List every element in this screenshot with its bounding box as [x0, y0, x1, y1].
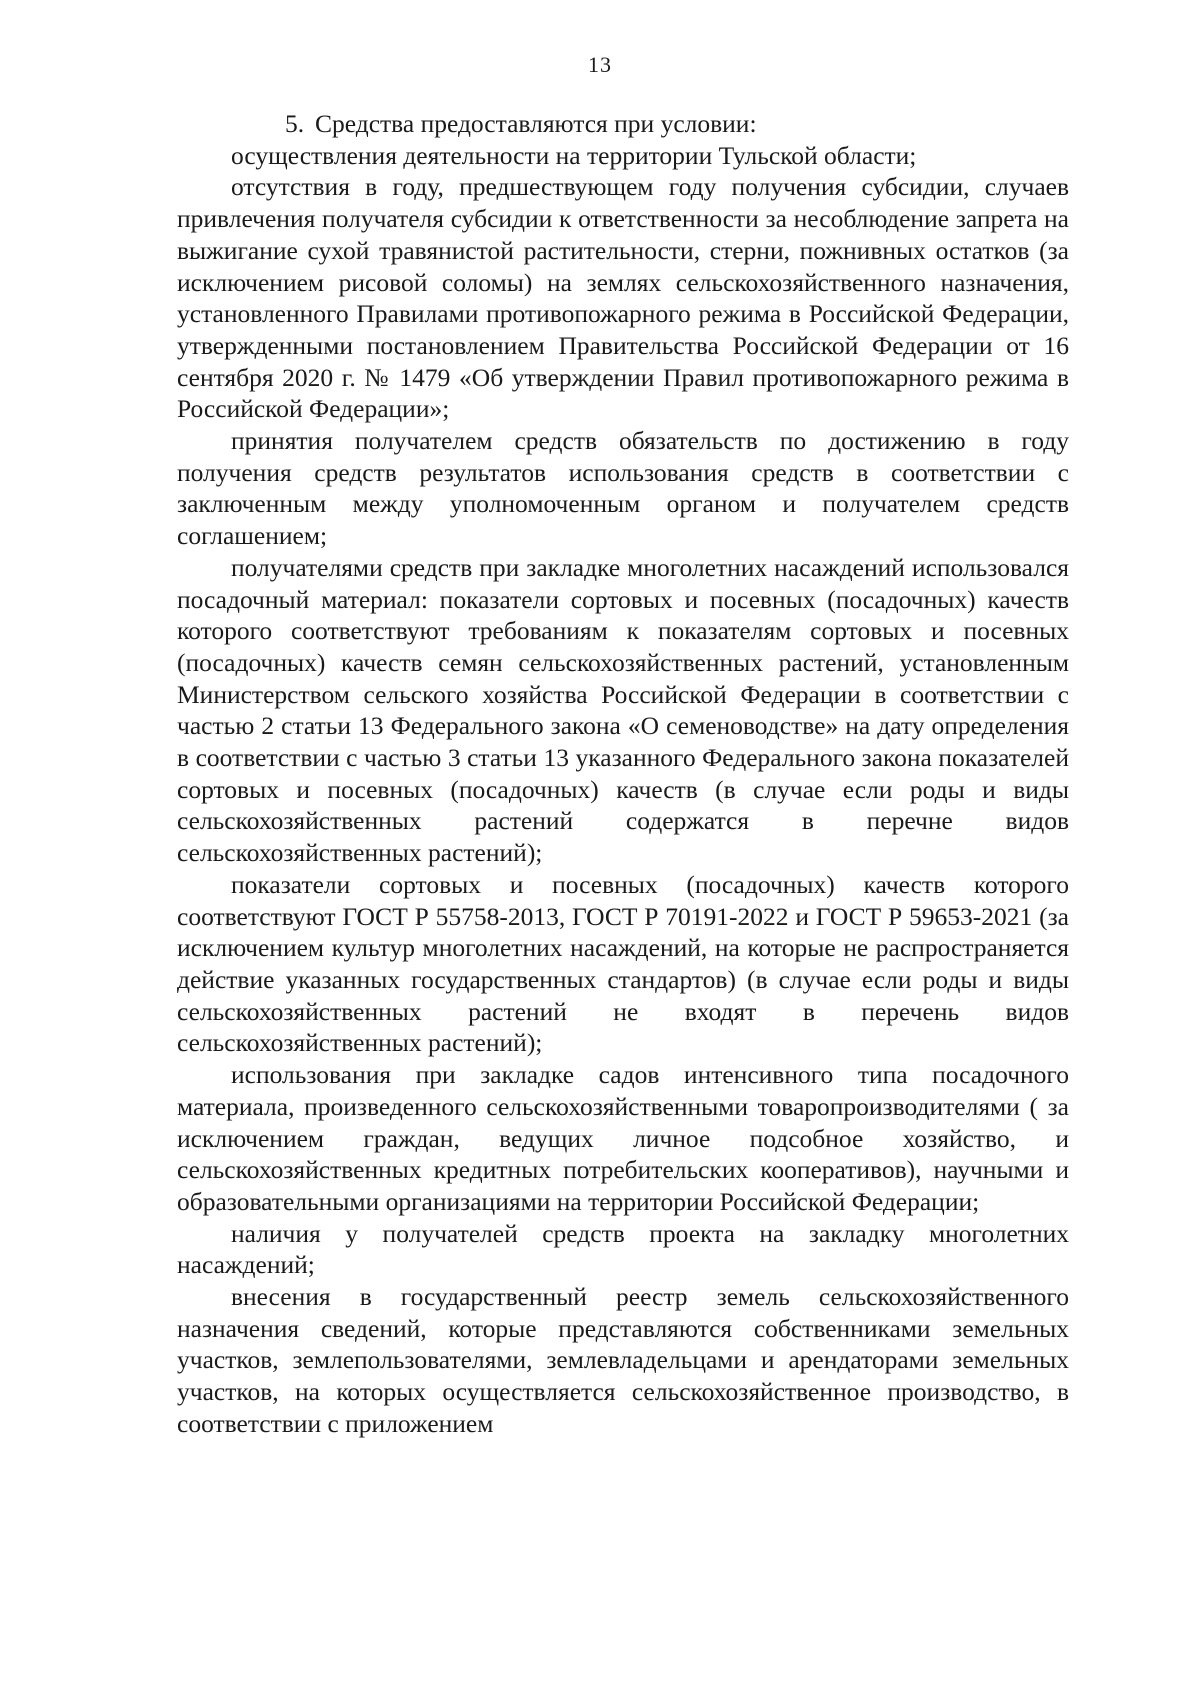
paragraph-obligations: принятия получателем средств обязательств по достижению в году получения средств результатов использования средств в соответствии с заключенным между уполномоченным органом и получателем средств соглашением;	[177, 426, 1069, 551]
paragraph-project: наличия у получателей средств проекта на закладку многолетних насаждений;	[177, 1218, 1069, 1280]
document-body	[177, 108, 1069, 1440]
paragraph-land-registry: внесения в государственный реестр земель сельскохозяйственного назначения сведений, которые представляются собственниками земельных участков, землепользователями, землевладельцами и арендаторами земельных участков, на которых осуществляется сельскохозяйственное производство, в соответствии с приложением	[177, 1282, 1069, 1438]
item-5-heading	[177, 108, 1069, 140]
paragraph-planting-material: получателями средств при закладке многолетних насаждений использовался посадочный материал: показатели сортовых и посевных (посадочных) качеств которого соответствуют требованиям к показателям сортовых и посевных (посадочных) качеств семян сельскохозяйственных растений, установленным Министерством сельского хозяйства Российской Федерации в соответствии с частью 2 статьи 13 Федерального закона «О семеноводстве» на дату определения в соответствии с частью 3 статьи 13 указанного Федерального закона показателей сортовых и посевных (посадочных) качеств (в случае если роды и виды сельскохозяйственных растений содержатся в перечне видов сельскохозяйственных растений);	[177, 552, 1069, 868]
paragraph-fire-safety: отсутствия в году, предшествующем году получения субсидии, случаев привлечения получателя субсидии к ответственности за несоблюдение запрета на выжигание сухой травянистой растительности, стерни, пожнивных остатков (за исключением рисовой соломы) на землях сельскохозяйственного назначения, установленного Правилами противопожарного режима в Российской Федерации, утвержденными постановлением Правительства Российской Федерации от 16 сентября 2020 г. № 1479 «Об утверждении Правил противопожарного режима в Российской Федерации»;	[177, 172, 1069, 424]
paragraph-intensive-gardens: использования при закладке садов интенсивного типа посадочного материала, произведенного сельскохозяйственными товаропроизводителями ( за исключением граждан, ведущих личное подсобное хозяйство, и сельскохозяйственных кредитных потребительских кооперативов), научными и образовательными организациями на территории Российской Федерации;	[177, 1060, 1069, 1216]
paragraph-territory: осуществления деятельности на территории Тульской области;	[231, 140, 917, 170]
page-number: 13	[588, 52, 612, 77]
item-number: 5.	[285, 109, 305, 138]
paragraph-gost-standards: показатели сортовых и посевных (посадочных) качеств которого соответствуют ГОСТ Р 55758-2013, ГОСТ Р 70191-2022 и ГОСТ Р 59653-2021 (за исключением культур многолетних насаждений, на которые не распространяется действие указанных государственных стандартов) (в случае если роды и виды сельскохозяйственных растений не входят в перечень видов сельскохозяйственных растений);	[177, 869, 1069, 1058]
item-lead-text: Средства предоставляются при условии:	[315, 109, 757, 138]
